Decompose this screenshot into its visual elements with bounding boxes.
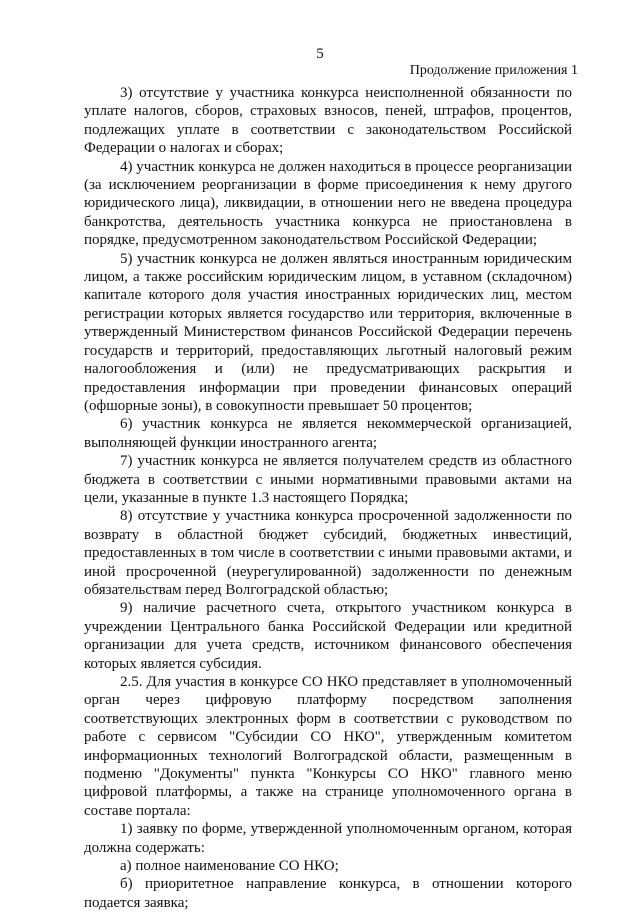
page-number: 5	[316, 46, 324, 62]
paragraph-item-8: 8) отсутствие у участника конкурса просроченной задолженности по возврату в областной бюджет субсидий, бюджетных инвестиций, предоставленных в том числе в соответствии с иными правовыми актами, и иной просроченной (неурегулированной) задолженности по денежным обязательствам перед Волгоградской областью;	[84, 508, 572, 598]
paragraph-subitem-b: б) приоритетное направление конкурса, в отношении которого подается заявка;	[84, 876, 572, 911]
paragraph-subitem-a: а) полное наименование СО НКО;	[120, 858, 339, 875]
paragraph-item-4: 4) участник конкурса не должен находиться в процессе реорганизации (за исключением реорганизации в форме присоединения к нему другого юридического лица), ликвидации, в отношении него не введена процедура банкротства, деятельность участника конкурса не приостановлена в порядке, предусмотренном законодательством Российской Федерации;	[84, 158, 572, 249]
paragraph-section-2-5: 2.5. Для участия в конкурсе СО НКО представляет в уполномоченный орган через цифровую платформу посредством заполнения соответствующих электронных форм в соответствии с руководством по работе с сервисом "Субсидии СО НКО", утвержденным комитетом информационных технологий Волгоградской области, размещенным в подменю "Документы" пункта "Конкурсы СО НКО" главного меню цифровой платформы, а также на странице уполномоченного органа в составе портала:	[84, 674, 572, 819]
appendix-continuation-label: Продолжение приложения 1	[409, 63, 578, 78]
paragraph-subitem-1: 1) заявку по форме, утвержденной уполномоченным органом, которая должна содержать:	[84, 821, 572, 856]
paragraph-item-9: 9) наличие расчетного счета, открытого участником конкурса в учреждении Центрального банка Российской Федерации или кредитной организации для учета средств, источником финансового обеспечения которых является субсидия.	[84, 600, 572, 672]
paragraph-item-7: 7) участник конкурса не является получателем средств из областного бюджета в соответствии с иными нормативными правовыми актами на цели, указанные в пункте 1.3 настоящего Порядка;	[84, 453, 572, 506]
paragraph-item-3: 3) отсутствие у участника конкурса неисполненной обязанности по уплате налогов, сборов, страховых взносов, пеней, штрафов, процентов, подлежащих уплате в соответствии с законодательством Российской Федерации о налогах и сборах;	[84, 85, 572, 157]
document-body	[84, 84, 572, 912]
paragraph-item-5: 5) участник конкурса не должен являться иностранным юридическим лицом, а также российским юридическим лицом, в уставном (складочном) капитале которого доля участия иностранных юридических лиц, местом регистрации которых является государство или территория, включенные в утвержденный Министерством финансов Российской Федерации перечень государств и территорий, предоставляющих льготный налоговый режим налогообложения и (или) не предусматривающих раскрытия и предоставления информации при проведении финансовых операций (офшорные зоны), в совокупности превышает 50 процентов;	[84, 250, 572, 414]
paragraph-item-6: 6) участник конкурса не является некоммерческой организацией, выполняющей функции иностранного агента;	[84, 416, 572, 451]
